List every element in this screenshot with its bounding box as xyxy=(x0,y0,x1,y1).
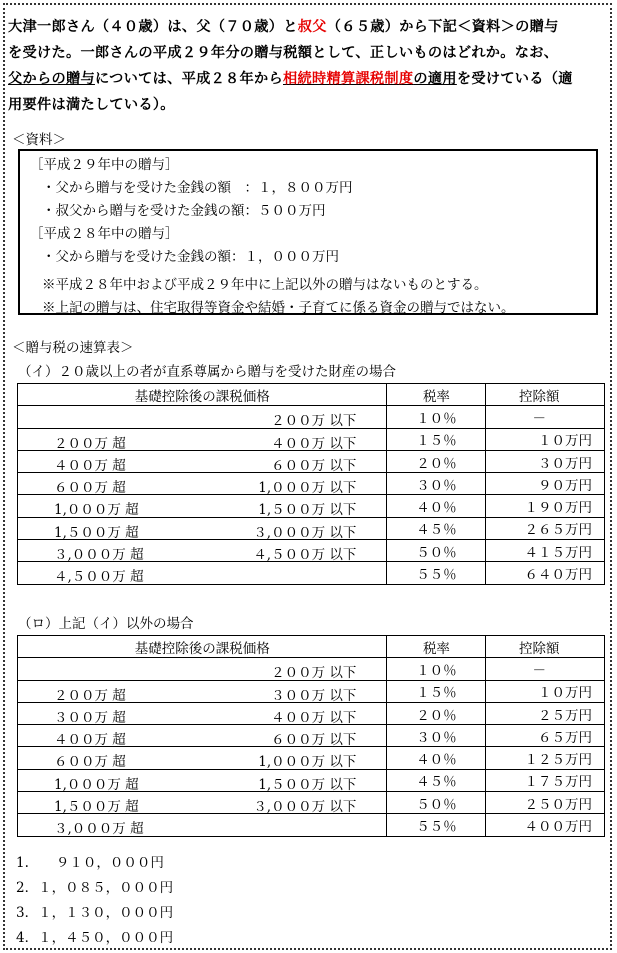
question-line-2: を受けた。一郎さんの平成２９年分の贈与税額として、正しいものはどれか。なお、 xyxy=(8,45,559,61)
deduction-cell: ６５万円 xyxy=(486,725,605,747)
table-header-row xyxy=(18,384,605,406)
range-upper: 1,５００万 以下 xyxy=(258,502,357,519)
price-range-cell xyxy=(18,473,387,495)
table-ro-caption: （ロ）上記（イ）以外の場合 xyxy=(18,616,194,632)
tax-rate-cell: ４５％ xyxy=(387,517,486,539)
range-upper: 1,０００万 以下 xyxy=(258,480,357,497)
table-row xyxy=(18,450,605,472)
tax-rate-cell: ２０％ xyxy=(387,702,486,724)
deduction-cell: ４１５万円 xyxy=(486,540,605,562)
rate-table-i xyxy=(17,383,605,585)
rate-table-ro xyxy=(17,635,605,837)
range-lower: ３,０００万 超 xyxy=(54,547,144,564)
price-range-cell xyxy=(18,702,387,724)
range-upper: ６００万 以下 xyxy=(271,457,357,474)
deduction-cell: ９０万円 xyxy=(486,473,605,495)
table-row xyxy=(18,562,605,584)
deduction-cell: ４００万円 xyxy=(486,814,605,836)
deduction-cell: ２５万円 xyxy=(486,702,605,724)
range-upper: ３,０００万 以下 xyxy=(253,524,357,541)
table-row xyxy=(18,473,605,495)
range-lower: ４,５００万 超 xyxy=(54,569,144,586)
header-cell: 基礎控除後の課税価格 xyxy=(18,636,387,658)
deduction-cell: ２５０万円 xyxy=(486,792,605,814)
table-row xyxy=(18,495,605,517)
answer-choices xyxy=(16,851,173,951)
price-range-cell xyxy=(18,680,387,702)
price-range-cell xyxy=(18,495,387,517)
table-row xyxy=(18,792,605,814)
price-range-cell xyxy=(18,540,387,562)
question-text xyxy=(8,14,606,118)
rate-table-title: ＜贈与税の速算表＞ xyxy=(12,340,134,356)
deduction-cell: １９０万円 xyxy=(486,495,605,517)
question-line-1: 大津一郎さん（４０歳）は、父（７０歳）と叔父（６５歳）から下記＜資料＞の贈与 xyxy=(8,19,559,35)
tax-rate-cell: ３０％ xyxy=(387,473,486,495)
tax-rate-cell: ３０％ xyxy=(387,725,486,747)
gift-from-father-underlined: 父からの贈与 xyxy=(8,71,95,87)
system-underlined: 相続時精算課税制度の適用 xyxy=(283,71,457,87)
range-lower: ２００万 超 xyxy=(54,435,126,452)
deduction-cell: ２６５万円 xyxy=(486,517,605,539)
h28-title: ［平成２８年中の贈与］ xyxy=(30,226,179,242)
header-cell: 控除額 xyxy=(486,636,605,658)
range-upper: ２００万 以下 xyxy=(271,413,357,430)
note-1: ※平成２８年中および平成２９年中に上記以外の贈与はないものとする。 xyxy=(42,277,488,293)
tax-rate-cell: １５％ xyxy=(387,428,486,450)
range-upper: ６００万 以下 xyxy=(271,732,357,749)
range-lower: ６００万 超 xyxy=(54,480,126,497)
price-range-cell xyxy=(18,406,387,428)
range-lower: ４００万 超 xyxy=(54,732,126,749)
table-i-caption: （イ）２０歳以上の者が直系尊属から贈与を受けた財産の場合 xyxy=(18,364,396,380)
price-range-cell xyxy=(18,428,387,450)
price-range-cell xyxy=(18,658,387,680)
question-line-3: 父からの贈与については、平成２８年から相続時精算課税制度の適用を受けている（適 xyxy=(8,71,573,87)
price-range-cell xyxy=(18,814,387,836)
deduction-cell: １０万円 xyxy=(486,428,605,450)
table-row xyxy=(18,540,605,562)
note-2: ※上記の贈与は、住宅取得等資金や結婚・子育てに係る資金の贈与ではない。 xyxy=(42,300,515,316)
tax-rate-cell: ４５％ xyxy=(387,769,486,791)
choice-4[interactable]: 4．１，４５０，０００円 xyxy=(16,930,174,946)
deduction-cell: ６４０万円 xyxy=(486,562,605,584)
table-row xyxy=(18,747,605,769)
price-range-cell xyxy=(18,725,387,747)
materials-box xyxy=(18,149,598,315)
deduction-cell: １０万円 xyxy=(486,680,605,702)
choice-1[interactable]: 1. ９１０，０００円 xyxy=(16,855,164,871)
tax-rate-cell: ５５％ xyxy=(387,814,486,836)
table-row xyxy=(18,725,605,747)
h28-item-1: ・父から贈与を受けた金銭の額：１，０００万円 xyxy=(42,249,339,265)
question-line-4: 用要件は満たしている）。 xyxy=(8,97,175,113)
h29-item-1: ・父から贈与を受けた金銭の額 ：１，８００万円 xyxy=(42,180,353,196)
range-upper: ３００万 以下 xyxy=(271,687,357,704)
price-range-cell xyxy=(18,747,387,769)
deduction-cell: － xyxy=(486,406,605,428)
table-row xyxy=(18,658,605,680)
range-lower: 1,５００万 超 xyxy=(54,524,139,541)
table-row xyxy=(18,406,605,428)
deduction-cell: １２５万円 xyxy=(486,747,605,769)
range-lower: ４００万 超 xyxy=(54,457,126,474)
h29-title: ［平成２９年中の贈与］ xyxy=(30,157,179,173)
deduction-cell: ３０万円 xyxy=(486,450,605,472)
deduction-cell: １７５万円 xyxy=(486,769,605,791)
table-row xyxy=(18,428,605,450)
range-lower: 1,０００万 超 xyxy=(54,502,139,519)
range-lower: ３,０００万 超 xyxy=(54,821,144,838)
tax-rate-cell: ５５％ xyxy=(387,562,486,584)
tax-rate-cell: １０％ xyxy=(387,658,486,680)
header-cell: 税率 xyxy=(387,384,486,406)
range-lower: ６００万 超 xyxy=(54,754,126,771)
table-row xyxy=(18,814,605,836)
range-lower: 1,５００万 超 xyxy=(54,799,139,816)
range-lower: 1,０００万 超 xyxy=(54,776,139,793)
table-header-row xyxy=(18,636,605,658)
tax-rate-cell: ５０％ xyxy=(387,540,486,562)
materials-title: ＜資料＞ xyxy=(12,132,66,148)
tax-rate-cell: ２０％ xyxy=(387,450,486,472)
tax-rate-cell: １５％ xyxy=(387,680,486,702)
header-cell: 控除額 xyxy=(486,384,605,406)
price-range-cell xyxy=(18,792,387,814)
tax-rate-cell: ４０％ xyxy=(387,747,486,769)
choice-2[interactable]: 2．１，０８５，０００円 xyxy=(16,880,174,896)
uncle-highlight: 叔父 xyxy=(297,19,327,35)
price-range-cell xyxy=(18,517,387,539)
price-range-cell xyxy=(18,769,387,791)
range-upper: ２００万 以下 xyxy=(271,665,357,682)
rate-table-ro-body xyxy=(18,636,605,837)
range-upper: 1,５００万 以下 xyxy=(258,776,357,793)
table-row xyxy=(18,680,605,702)
range-upper: ４００万 以下 xyxy=(271,435,357,452)
range-lower: ２００万 超 xyxy=(54,687,126,704)
header-cell: 税率 xyxy=(387,636,486,658)
h29-item-2: ・叔父から贈与を受けた金銭の額：５００万円 xyxy=(42,203,326,219)
price-range-cell xyxy=(18,562,387,584)
tax-rate-cell: ５０％ xyxy=(387,792,486,814)
range-upper: ４００万 以下 xyxy=(271,709,357,726)
range-upper: ３,０００万 以下 xyxy=(253,799,357,816)
price-range-cell xyxy=(18,450,387,472)
choice-3[interactable]: 3．１，１３０，０００円 xyxy=(16,905,174,921)
rate-table-i-body xyxy=(18,384,605,585)
header-cell: 基礎控除後の課税価格 xyxy=(18,384,387,406)
tax-rate-cell: ４０％ xyxy=(387,495,486,517)
range-upper: ４,５００万 以下 xyxy=(253,547,357,564)
tax-rate-cell: １０％ xyxy=(387,406,486,428)
table-row xyxy=(18,769,605,791)
table-row xyxy=(18,517,605,539)
table-row xyxy=(18,702,605,724)
range-lower: ３００万 超 xyxy=(54,709,126,726)
range-upper: 1,０００万 以下 xyxy=(258,754,357,771)
deduction-cell: － xyxy=(486,658,605,680)
